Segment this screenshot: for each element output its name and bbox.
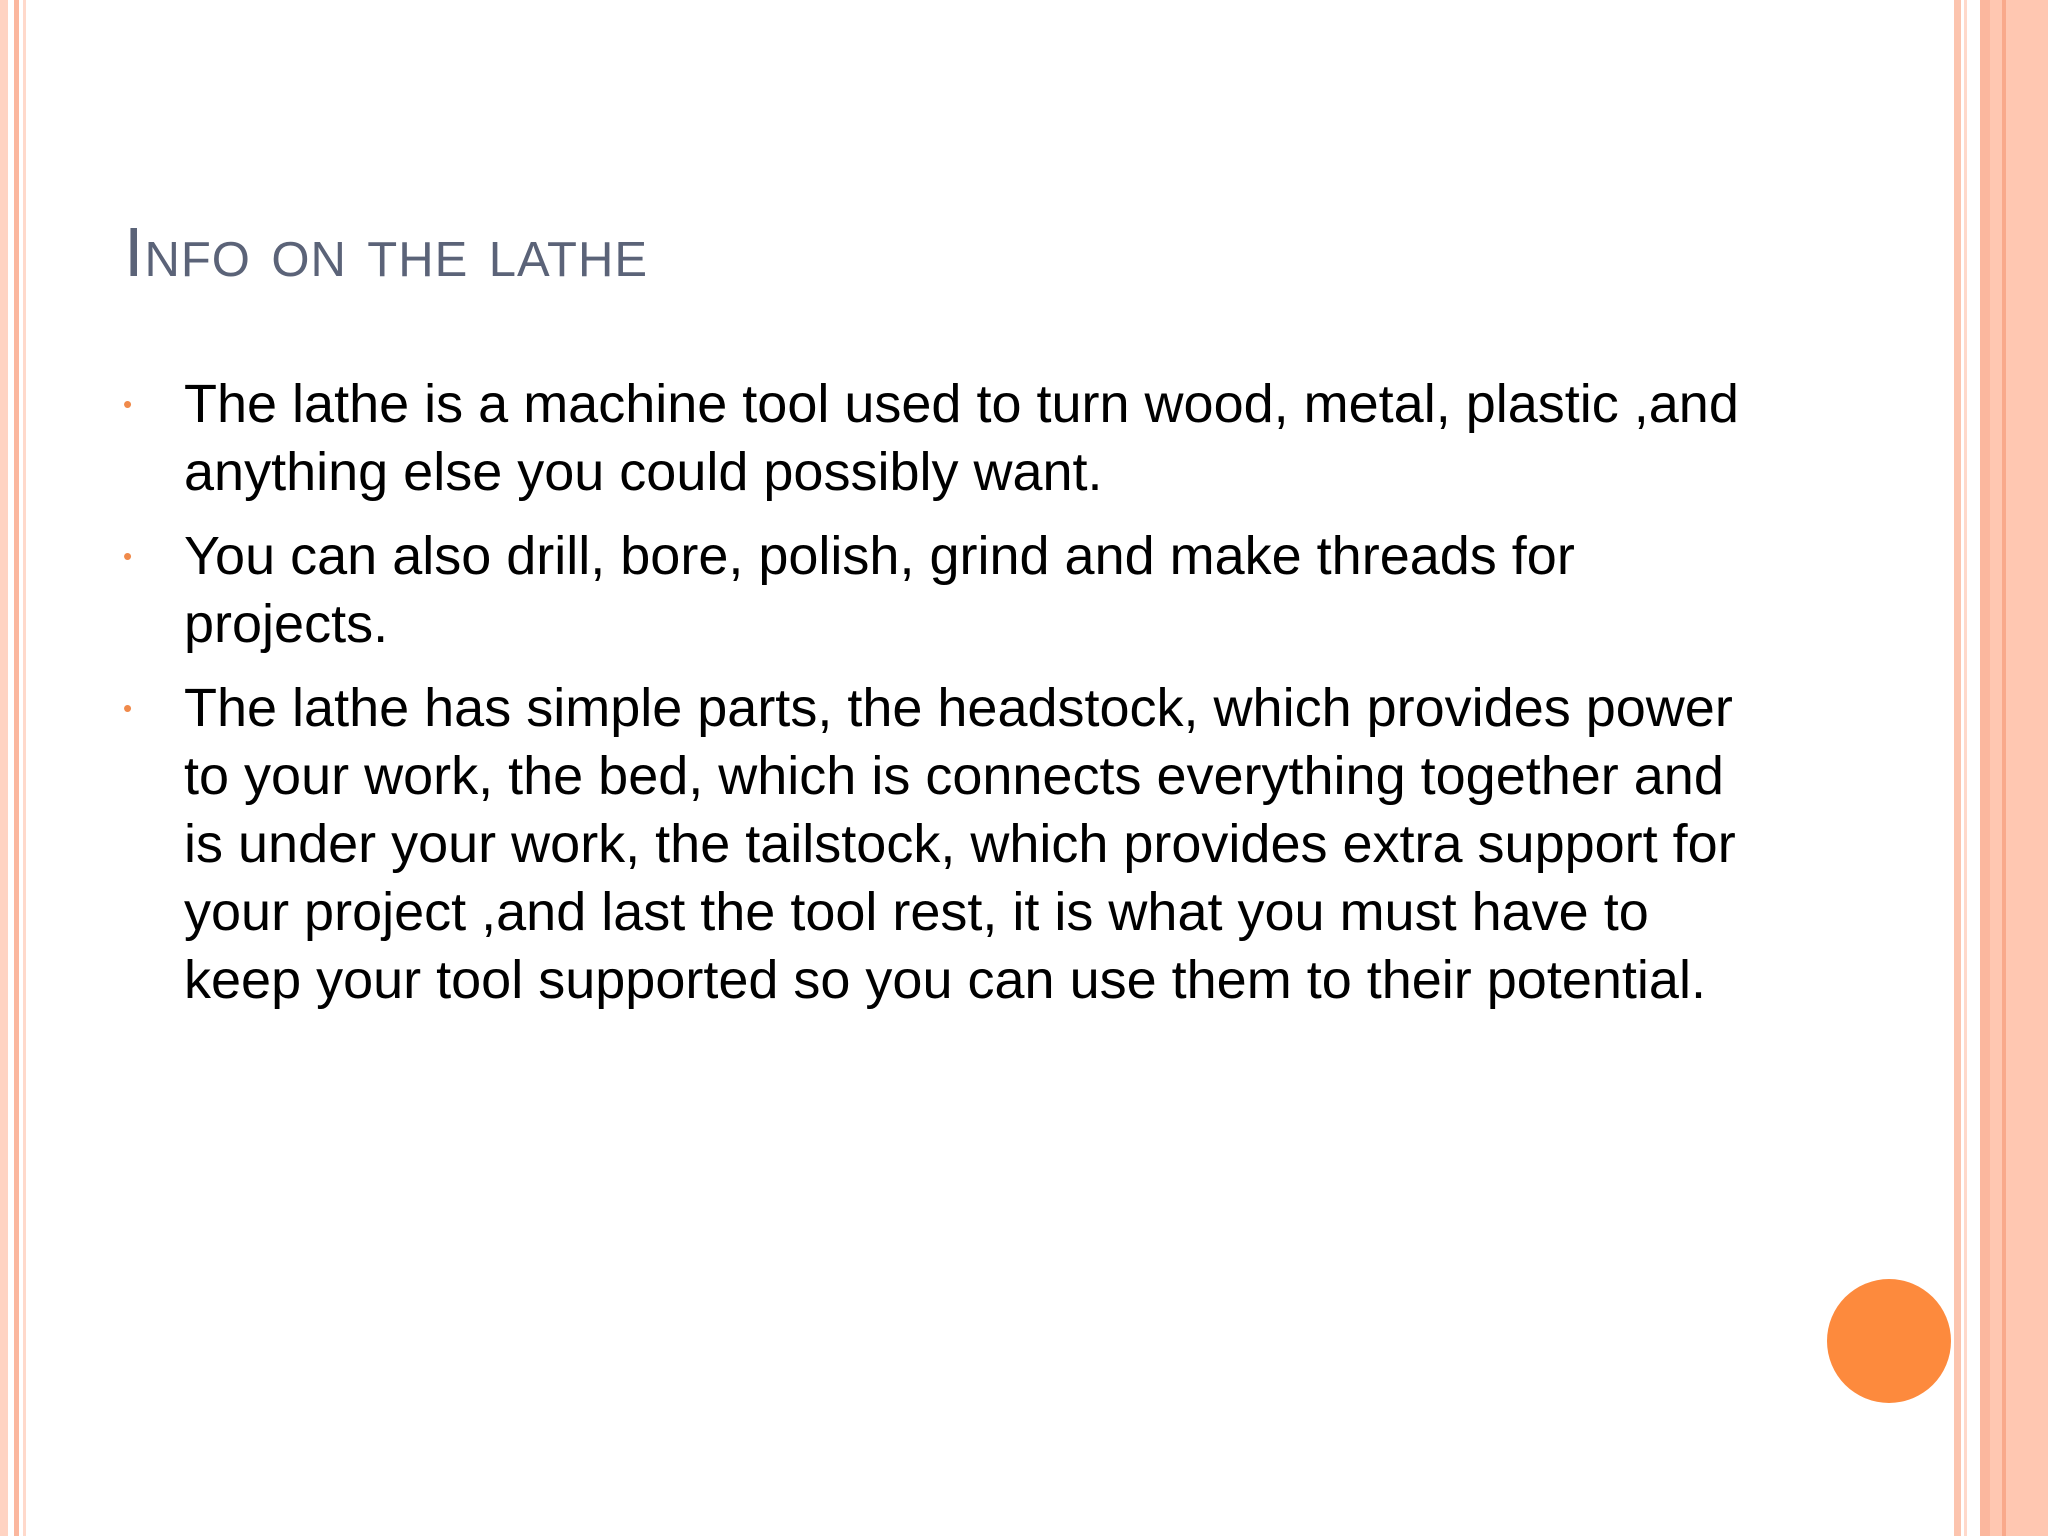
right-border-stripe <box>2002 0 2006 1536</box>
bullet-text: The lathe is a machine tool used to turn wood, metal, plastic ,and anything else you could possibly want. <box>184 374 1739 502</box>
bullet-item <box>118 370 1758 506</box>
bullet-glyph: • <box>123 389 133 419</box>
accent-circle <box>1827 1279 1951 1403</box>
bullet-list <box>118 370 1758 1030</box>
bullet-glyph: • <box>123 541 133 571</box>
bullet-text: The lathe has simple parts, the headstock, which provides power to your work, the bed, which is connects everything together and is under your work, the tailstock, which provides extra support for your project ,and last the tool rest, it is what you must have to keep your tool supported so you can use them to their potential. <box>184 678 1736 1010</box>
left-border-stripe <box>0 0 8 1536</box>
bullet-glyph: • <box>123 693 133 723</box>
left-border-stripe <box>23 0 26 1536</box>
right-border-stripe <box>1980 0 1990 1536</box>
right-border-band <box>1990 0 2048 1536</box>
right-border-stripe <box>1964 0 1967 1536</box>
left-border-stripe <box>14 0 19 1536</box>
bullet-text: You can also drill, bore, polish, grind and make threads for projects. <box>184 526 1575 654</box>
right-border-stripe <box>1954 0 1961 1536</box>
bullet-item <box>118 674 1758 1014</box>
bullet-item <box>118 522 1758 658</box>
slide-title: Info on the lathe <box>124 213 649 291</box>
